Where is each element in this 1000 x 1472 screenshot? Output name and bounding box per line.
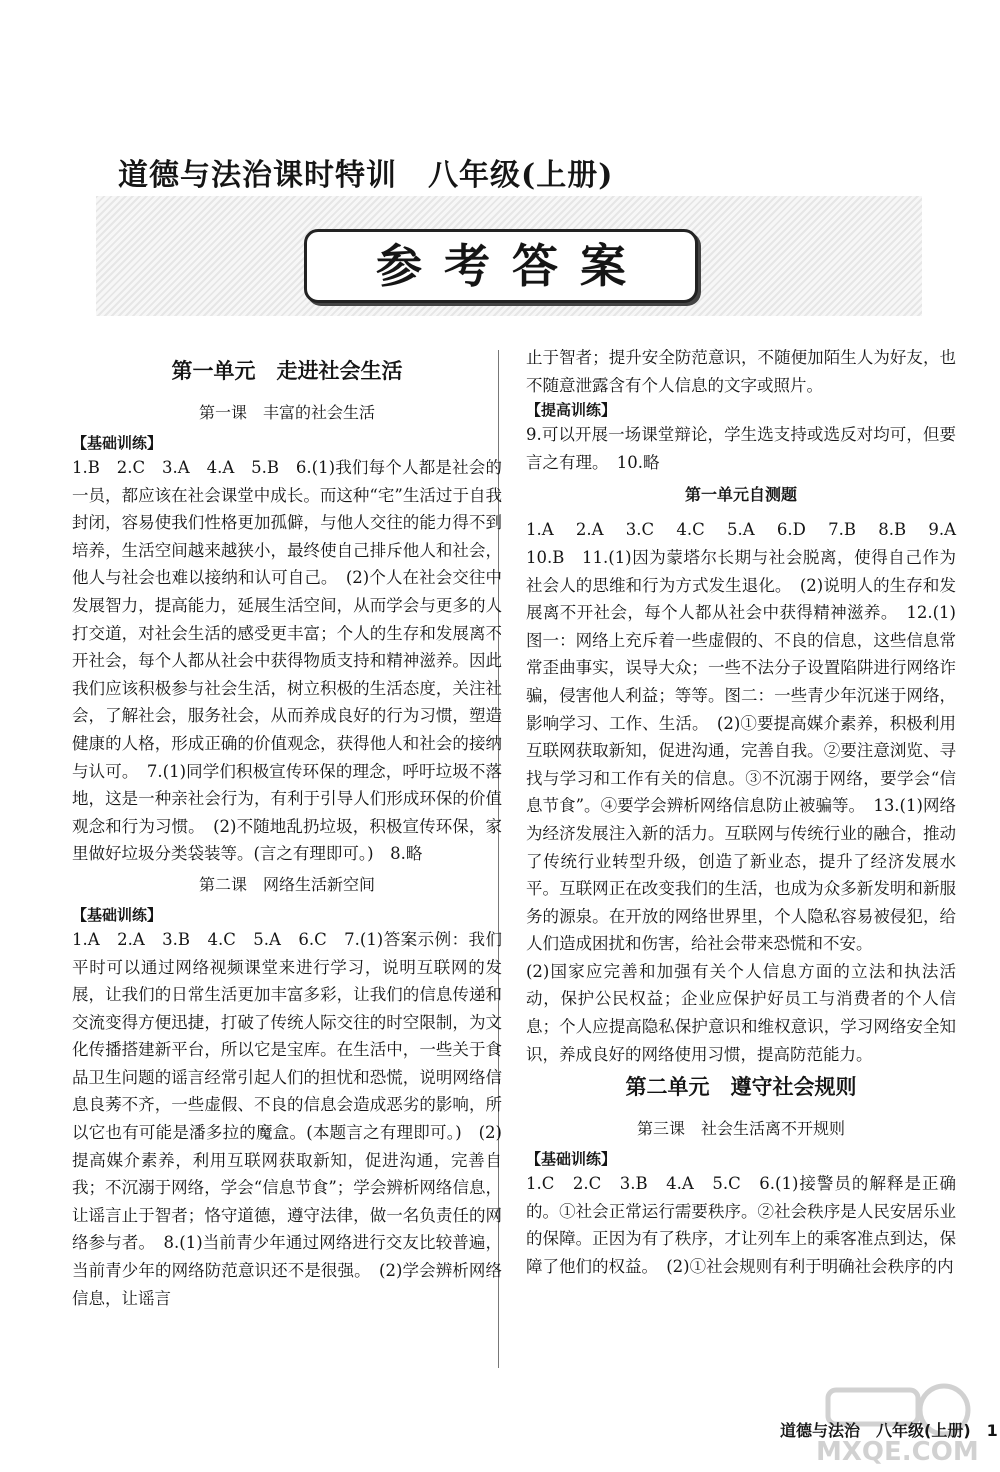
lesson2-answers: 1.A 2.A 3.B 4.C 5.A 6.C 7.(1)答案示例：我们平时可以通过网络视频课堂来进行学习，说明互联网的发展，让我们的日常生活更加丰富多彩，让我们的信息传递和交流变得方便迅捷，打破了传统人际交往的时空限制，为文化传播搭建新平台，所以它是宝库。在生活中，一些关于食品卫生问题的谣言经常引起人们的担忧和恐慌，说明网络信息良莠不齐，一些虚假、不良的信息会造成恶劣的影响，所以它也有可能是潘多拉的魔盒。(本题言之有理即可。) (2)提高媒介素养，利用互联网获取新知，促进沟通，完善自我；不沉溺于网络，学会“信息节食”；学会辨析网络信息，让谣言止于智者；恪守道德，遵守法律，做一名负责任的网络参与者。 8.(1)当前青少年通过网络进行交友比较普遍，当前青少年的网络防范意识还不是很强。 (2)学会辨析网络信息，让谣言 — [72, 929, 502, 1308]
lesson3-section-label: 【基础训练】 — [526, 1150, 617, 1169]
unit1-test-answers: 1.A 2.A 3.C 4.C 5.A 6.D 7.B 8.B 9.A 10.B 11.(1)因为蒙塔尔长期与社会脱离，使得自己作为社会人的思维和行为方式发生退化。 (2)说明人的生存和发展离不开社会，每个人都从社会中获得精神滋养。 12.(1)图一：网络上充斥着一些虚假的、不良的信息，这些信息常常歪曲事实，误导大众；一些不法分子设置陷阱进行网络诈骗，侵害他人利益；等等。图二：一些青少年沉迷于网络，影响学习、工作、生活。 (2)①要提高媒介素养，积极利用互联网获取新知，促进沟通，完善自我。②要注意浏览、寻找与学习和工作有关的信息。③不沉溺于网络，要学会“信息节食”。④要学会辨析网络信息防止被骗等。 13.(1)网络为经济发展注入新的活力。互联网与传统行业的融合，推动了传统行业转型升级，创造了新业态，提升了经济发展水平。互联网正在改变我们的生活，也成为众多新发明和新服务的源泉。在开放的网络世界里，个人隐私容易被侵犯，给人们造成困扰和伤害，给社会带来恐慌和不安。 — [526, 520, 973, 954]
continued-answers: 止于智者；提升安全防范意识，不随便加陌生人为好友，也不随意泄露含有个人信息的文字或照片。 — [526, 348, 956, 395]
lesson3-title: 第三课 社会生活离不开规则 — [636, 1119, 845, 1139]
lesson1-answers: 1.B 2.C 3.A 4.A 5.B 6.(1)我们每个人都是社会的一员，都应该在社会课堂中成长。而这种“宅”生活过于自我封闭，容易使我们性格更加孤僻，与他人交往的能力得不到培养，生活空间越来越狭小，最终使自己排斥他人和社会，他人与社会也难以接纳和认可自己。 (2)个人在社会交往中发展智力，提高能力，延展生活空间，从而学会与更多的人打交道，对社会生活的感受更丰富；个人的生存和发展离不开社会，每个人都从社会中获得物质支持和精神滋养。因此我们应该积极参与社会生活，树立积极的生活态度，关注社会，了解社会，服务社会，从而养成良好的行为习惯，塑造健康的人格，形成正确的价值观念，获得他人和社会的接纳与认可。 7.(1)同学们积极宣传环保的理念，呼吁垃圾不落地，这是一种亲社会行为，有利于引导人们形成环保的价值观念和行为习惯。 (2)不随地乱扔垃圾，积极宣传环保，家里做好垃圾分类袋装等。(言之有理即可。) 8.略 — [72, 458, 502, 864]
lesson1-section-label: 【基础训练】 — [72, 434, 163, 452]
right-column — [526, 344, 973, 1281]
left-column — [72, 352, 502, 1312]
advanced-answers: 9.可以开展一场课堂辩论，学生选支持或选反对均可，但要言之有理。 10.略 — [526, 425, 956, 472]
answer-title: 参考答案 — [304, 229, 698, 303]
lesson2-title: 第二课 网络生活新空间 — [198, 874, 375, 894]
page-footer: 道德与法治 八年级(上册) 1 — [780, 1421, 998, 1440]
advanced-section-label: 【提高训练】 — [526, 401, 617, 420]
unit1-test-answers-part2: (2)国家应完善和加强有关个人信息方面的立法和执法活动，保护公民权益；企业应保护好员工与消费者的个人信息；个人应提高隐私保护意识和维权意识，学习网络安全知识，养成良好的网络使用习惯，提高防范能力。 — [526, 961, 956, 1064]
unit1-test-title: 第一单元自测题 — [684, 485, 797, 505]
lesson3-answers: 1.C 2.C 3.B 4.A 5.C 6.(1)接警员的解释是正确的。①社会正常运行需要秩序。②社会秩序是人民安居乐业的保障。正因为有了秩序，才让列车上的乘客准点到达，保障了他们的权益。 (2)①社会规则有利于明确社会秩序的内 — [526, 1174, 956, 1277]
unit1-title: 第一单元 走进社会生活 — [171, 359, 403, 383]
watermark-text: MXQE.COM — [816, 1437, 979, 1466]
lesson1-title: 第一课 丰富的社会生活 — [198, 403, 375, 422]
lesson2-section-label: 【基础训练】 — [72, 905, 163, 924]
watermark-logo — [810, 1376, 988, 1466]
unit2-title: 第二单元 遵守社会规则 — [625, 1075, 857, 1100]
book-title: 道德与法治课时特训 八年级(上册) — [118, 158, 614, 193]
